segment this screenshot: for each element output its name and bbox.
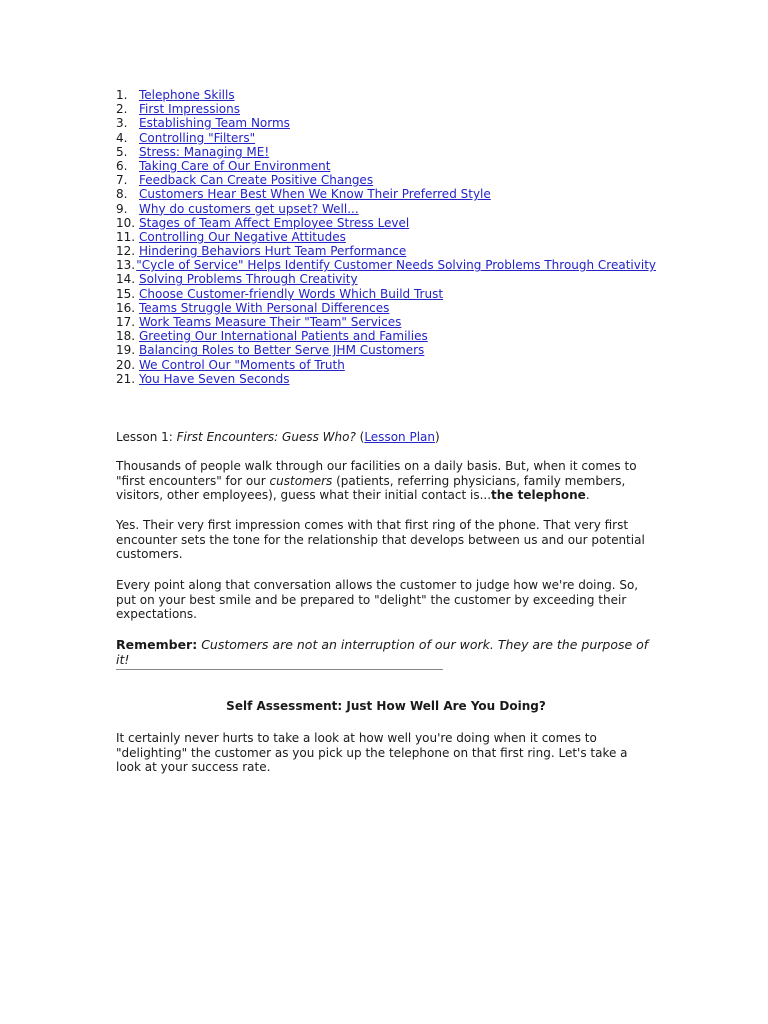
document-page — [116, 88, 656, 774]
lesson-index-link[interactable]: Stages of Team Affect Employee Stress Level — [139, 215, 410, 230]
lesson-index-item — [116, 159, 656, 173]
lesson-index-number: 8. — [116, 187, 128, 202]
lesson-index-item — [116, 244, 656, 258]
lesson-index-number: 17. — [116, 315, 136, 329]
lesson-index-item — [116, 358, 656, 372]
lesson-index-number: 15. — [116, 286, 136, 301]
lesson-index-number: 12. — [116, 244, 136, 259]
lesson-index-link[interactable]: Solving Problems Through Creativity — [139, 272, 358, 287]
lesson-index-list — [116, 88, 656, 386]
lesson-index-number: 18. — [116, 329, 136, 344]
remember-note — [116, 637, 656, 667]
lesson-index-number: 1. — [116, 88, 128, 102]
lesson-index-link[interactable]: Controlling "Filters" — [139, 130, 256, 145]
lesson-index-link[interactable]: Why do customers get upset? Well... — [139, 201, 359, 216]
lesson-index-link[interactable]: You Have Seven Seconds — [139, 371, 290, 386]
lesson-plan-link[interactable]: Lesson Plan — [364, 430, 435, 444]
intro-bold-telephone: the telephone — [491, 488, 586, 502]
lesson-index-item — [116, 315, 656, 329]
lesson-index-number: 10. — [116, 215, 136, 230]
lesson-index-item — [116, 343, 656, 357]
lesson-index-item — [116, 372, 656, 386]
lesson-heading — [116, 429, 440, 445]
lesson-index-item — [116, 216, 656, 230]
lesson-index-number: 21. — [116, 371, 136, 386]
self-assessment-paragraph: It certainly never hurts to take a look at how well you're doing when it comes to "delighting" the customer as you pick up the telephone on that first ring. Let's take a look at your success rate. — [116, 731, 628, 774]
lesson-index-link[interactable]: Greeting Our International Patients and Families — [139, 329, 428, 344]
lesson-index-number: 19. — [116, 343, 136, 358]
intro-paragraph — [116, 459, 656, 503]
lesson-index-item — [116, 187, 656, 201]
lesson-index-item — [116, 102, 656, 116]
lesson-index-link[interactable]: Hindering Behaviors Hurt Team Performance — [139, 244, 407, 259]
lesson-index-link[interactable]: We Control Our "Moments of Truth — [139, 357, 345, 372]
first-impression-paragraph: Yes. Their very first impression comes with that first ring of the phone. That very first encounter sets the tone for the relationship that develops between us and our potential customers. — [116, 518, 645, 561]
lesson-index-item — [116, 131, 656, 145]
self-assessment-heading: Self Assessment: Just How Well Are You Doing? — [226, 699, 546, 713]
lesson-index-number: 16. — [116, 300, 136, 315]
lesson-index-link[interactable]: Telephone Skills — [139, 88, 235, 102]
lesson-index-item — [116, 145, 656, 159]
intro-text-c: . — [585, 488, 590, 502]
lesson-index-link[interactable]: Teams Struggle With Personal Differences — [139, 300, 390, 315]
lesson-index-number: 13. — [116, 258, 136, 273]
lesson-index-link[interactable]: "Cycle of Service" Helps Identify Customer Needs Solving Problems Through Creativity — [136, 258, 656, 273]
intro-text-a: Thousands of people walk through our facilities on a daily basis. But, when it comes to "first encounters" for our — [116, 459, 637, 488]
lesson-index-link[interactable]: Choose Customer-friendly Words Which Build Trust — [139, 286, 444, 301]
lesson-index-link[interactable]: First Impressions — [139, 102, 241, 117]
lesson-index-link[interactable]: Work Teams Measure Their "Team" Services — [139, 315, 402, 329]
lesson-index-item — [116, 230, 656, 244]
lesson-title: First Encounters: Guess Who? — [176, 430, 356, 444]
lesson-index-link[interactable]: Stress: Managing ME! — [139, 144, 270, 159]
lesson-index-number: 4. — [116, 130, 128, 145]
lesson-open-paren: ( — [355, 430, 365, 444]
lesson-index-number: 11. — [116, 229, 136, 244]
lesson-index-item — [116, 272, 656, 286]
intro-text-b: (patients, referring physicians, family members, visitors, other employees), guess what their initial contact is... — [116, 473, 626, 502]
lesson-index-item — [116, 301, 656, 315]
lesson-index-link[interactable]: Balancing Roles to Better Serve JHM Customers — [139, 343, 425, 358]
lesson-index-number: 2. — [116, 102, 128, 117]
lesson-close-paren: ) — [434, 430, 440, 444]
intro-italic-customers: customers — [269, 473, 333, 488]
lesson-index-item — [116, 202, 656, 216]
lesson-index-link[interactable]: Establishing Team Norms — [139, 116, 290, 131]
lesson-index-number: 5. — [116, 144, 128, 159]
lesson-index-number: 9. — [116, 201, 128, 216]
conversation-paragraph: Every point along that conversation allows the customer to judge how we're doing. So, put on your best smile and be prepared to "delight" the customer by exceeding their expectations. — [116, 578, 639, 621]
remember-text: Customers are not an interruption of our work. They are the purpose of it! — [116, 637, 649, 667]
lesson-prefix: Lesson 1: — [116, 430, 177, 444]
lesson-index-item — [116, 287, 656, 301]
lesson-index-item — [116, 258, 656, 272]
lesson-index-link[interactable]: Feedback Can Create Positive Changes — [139, 173, 374, 188]
lesson-index-link[interactable]: Controlling Our Negative Attitudes — [139, 229, 346, 244]
horizontal-divider — [116, 669, 443, 670]
lesson-index-link[interactable]: Taking Care of Our Environment — [139, 158, 331, 173]
lesson-index-item — [116, 88, 656, 102]
lesson-index-link[interactable]: Customers Hear Best When We Know Their Preferred Style — [139, 187, 491, 202]
remember-label: Remember: — [116, 637, 198, 652]
lesson-index-number: 20. — [116, 357, 136, 372]
lesson-index-item — [116, 116, 656, 130]
lesson-index-number: 6. — [116, 158, 128, 173]
lesson-index-number: 3. — [116, 116, 128, 131]
lesson-index-number: 7. — [116, 173, 128, 188]
lesson-index-item — [116, 173, 656, 187]
lesson-index-item — [116, 329, 656, 343]
lesson-index-number: 14. — [116, 272, 136, 287]
